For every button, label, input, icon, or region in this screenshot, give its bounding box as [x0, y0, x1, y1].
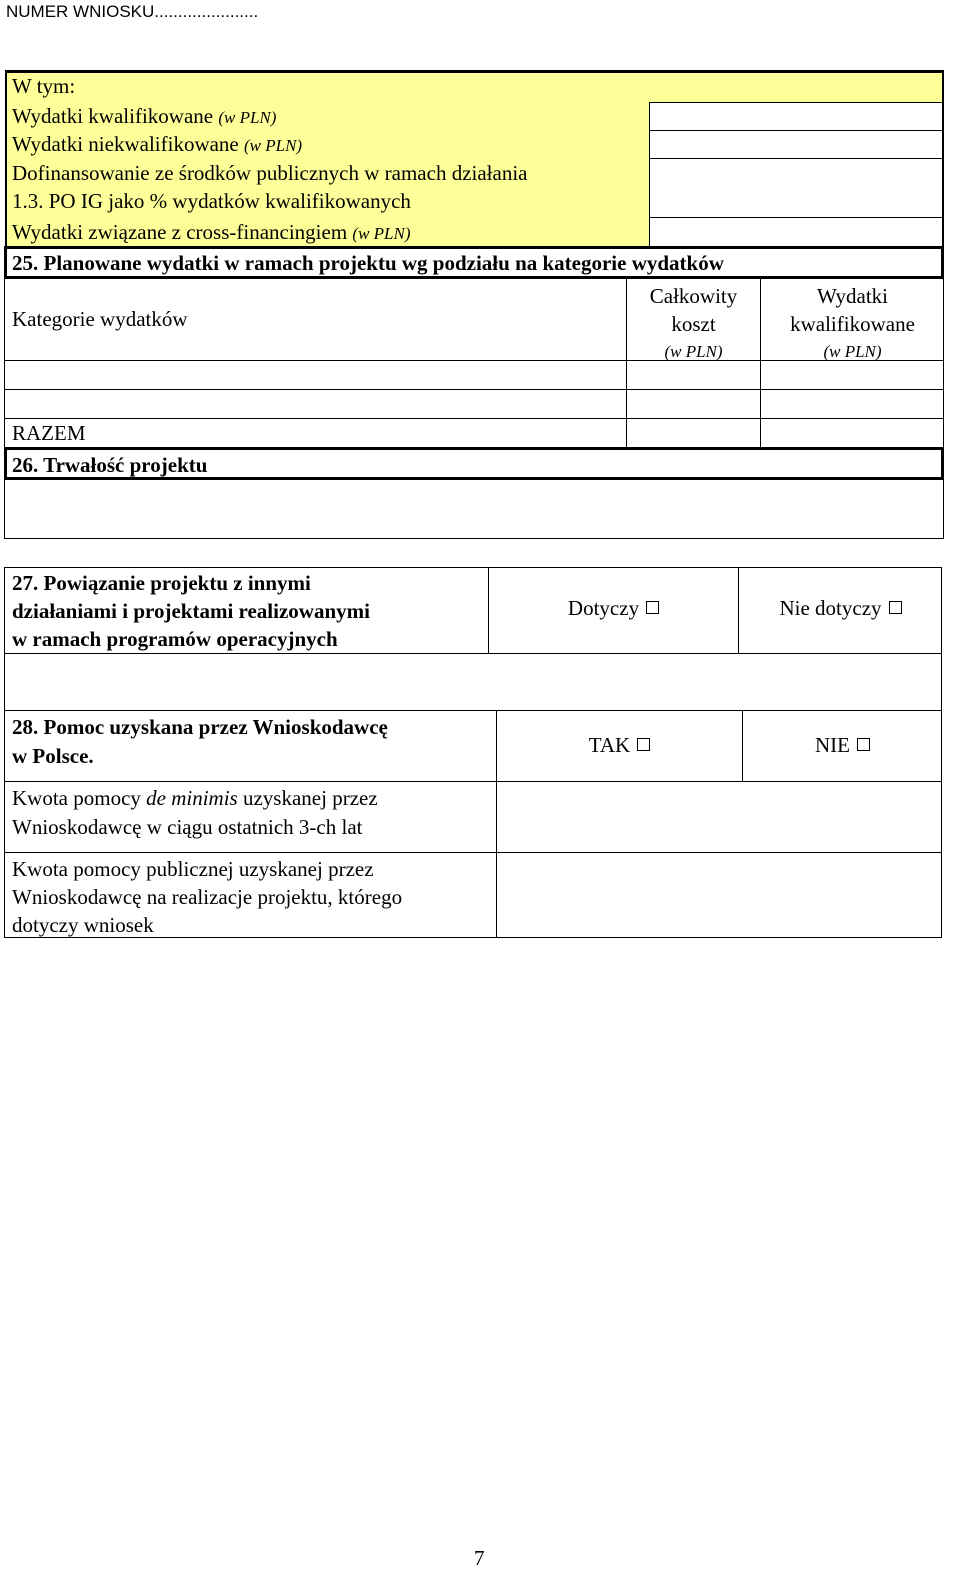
- de-minimis-label: Kwota pomocy de minimis uzyskanej przez Wnioskodawcę w ciągu ostatnich 3-ch lat: [12, 786, 378, 839]
- total-cost-entry-cell[interactable]: [627, 361, 759, 389]
- public-funding-label-line2: 1.3. PO IG jako % wydatków kwalifikowanych: [12, 189, 411, 213]
- section-27-description-field[interactable]: [4, 653, 942, 711]
- cross-financing-label: Wydatki związane z cross-financingiem (w PLN): [12, 220, 411, 244]
- section-26-title: 26. Trwałość projektu: [12, 453, 208, 477]
- total-cost-entry-cell[interactable]: [627, 390, 759, 418]
- section-28-title: 28. Pomoc uzyskana przez Wnioskodawcę w Polsce.: [12, 715, 388, 768]
- total-cost-sum-cell[interactable]: [627, 419, 759, 447]
- public-funding-percent-field[interactable]: [649, 158, 943, 218]
- summary-intro: W tym:: [12, 74, 76, 98]
- public-aid-label: Kwota pomocy publicznej uzyskanej przez Wnioskodawcę na realizacje projektu, którego dotyczy wniosek: [12, 857, 403, 937]
- public-funding-label-line1: Dofinansowanie ze środków publicznych w ramach działania: [12, 161, 528, 185]
- cross-financing-field[interactable]: [649, 217, 943, 247]
- de-minimis-amount-field[interactable]: [497, 782, 942, 852]
- eligible-entry-cell[interactable]: [761, 361, 943, 389]
- total-row-label: RAZEM: [12, 421, 86, 445]
- checkbox-icon[interactable]: [637, 738, 650, 751]
- section-28-no-option[interactable]: NIE: [743, 733, 942, 758]
- checkbox-icon[interactable]: [857, 738, 870, 751]
- eligible-column-header: Wydatki kwalifikowane (w PLN): [790, 284, 915, 361]
- category-entry-cell[interactable]: [5, 361, 625, 389]
- page-number: 7: [474, 1546, 485, 1570]
- section-27-applies-option[interactable]: Dotyczy: [489, 596, 738, 621]
- category-column-header: Kategorie wydatków: [12, 307, 188, 331]
- summary-intro-row: [5, 71, 943, 103]
- eligible-entry-cell[interactable]: [761, 390, 943, 418]
- section-25-title: 25. Planowane wydatki w ramach projektu wg podziału na kategorie wydatków: [12, 251, 724, 275]
- ineligible-expenses-field[interactable]: [649, 130, 943, 159]
- ineligible-expenses-label: Wydatki niekwalifikowane (w PLN): [12, 132, 303, 156]
- section-27-not-applies-option[interactable]: Nie dotyczy: [739, 596, 942, 621]
- checkbox-icon[interactable]: [646, 601, 659, 614]
- application-number: NUMER WNIOSKU......................: [6, 2, 259, 21]
- total-cost-column-header: Całkowity koszt (w PLN): [649, 284, 738, 361]
- eligible-sum-cell[interactable]: [761, 419, 943, 447]
- section-27-title: 27. Powiązanie projektu z innymi działaniami i projektami realizowanymi w ramach programów operacyjnych: [12, 571, 370, 651]
- eligible-expenses-field[interactable]: [649, 102, 943, 131]
- eligible-expenses-label: Wydatki kwalifikowane (w PLN): [12, 104, 277, 128]
- public-aid-amount-field[interactable]: [497, 853, 942, 937]
- project-durability-field[interactable]: [4, 479, 944, 539]
- section-28-yes-option[interactable]: TAK: [497, 733, 742, 758]
- category-entry-cell[interactable]: [5, 390, 625, 418]
- checkbox-icon[interactable]: [889, 601, 902, 614]
